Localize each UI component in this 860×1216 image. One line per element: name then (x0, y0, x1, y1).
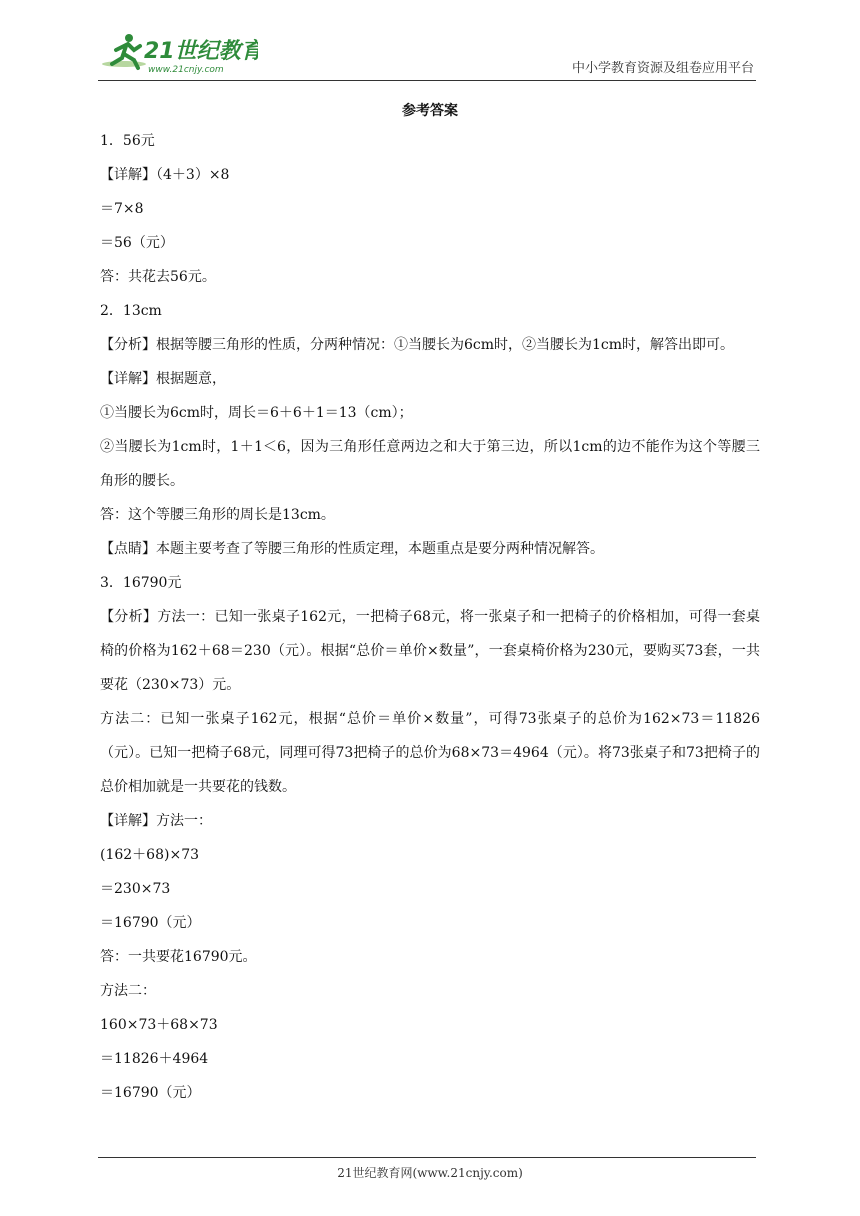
logo (98, 28, 258, 76)
answer-line: ＝16790（元） (100, 915, 201, 931)
answer-line: ＝7×8 (100, 201, 144, 217)
answer-line: 【详解】方法一： (100, 813, 212, 829)
answer-line: ＝16790（元） (100, 1085, 201, 1101)
page-header (98, 28, 756, 81)
answer-line: ①当腰长为6cm时，周长＝6＋6＋1＝13（cm）； (100, 405, 413, 421)
platform-label: 中小学教育资源及组卷应用平台 (571, 61, 754, 76)
logo-url: www.21cnjy.com (148, 65, 224, 75)
answer-line: 方法二：已知一张桌子162元，根据“总价＝单价×数量”，可得73张桌子的总价为162×73＝11826（元）。已知一把椅子68元，同理可得73把椅子的总价为68×73＝4964（元）。将73张桌子和73把椅子的总价相加就是一共要花的钱数。 (100, 711, 760, 795)
answer-line: 2．13cm (100, 303, 162, 319)
logo-text: 21世纪教育 (144, 39, 258, 64)
page-title: 参考答案 (402, 103, 458, 119)
answer-line: 【点睛】本题主要考查了等腰三角形的性质定理，本题重点是要分两种情况解答。 (100, 541, 604, 557)
answer-line: 1．56元 (100, 133, 155, 149)
answer-line: ＝230×73 (100, 881, 171, 897)
answer-line: ＝56（元） (100, 235, 174, 251)
runner-logo-icon (98, 28, 258, 76)
answer-line: 【分析】根据等腰三角形的性质，分两种情况：①当腰长为6cm时，②当腰长为1cm时，解答出即可。 (100, 337, 735, 353)
answer-line: (162＋68)×73 (100, 847, 200, 863)
answer-line: 【详解】根据题意， (100, 371, 226, 387)
answer-line: 答：这个等腰三角形的周长是13cm。 (100, 507, 335, 523)
answer-line: 【详解】（4＋3）×8 (100, 167, 230, 183)
answer-line: 3．16790元 (100, 575, 182, 591)
answer-line: 方法二： (100, 983, 156, 999)
answer-body (100, 124, 760, 1110)
answer-line: 160×73＋68×73 (100, 1017, 218, 1033)
answer-line: 答：一共要花16790元。 (100, 949, 257, 965)
page-footer: 21世纪教育网(www.21cnjy.com) (337, 1166, 523, 1180)
answer-line: 【分析】方法一：已知一张桌子162元，一把椅子68元，将一张桌子和一把椅子的价格相加，可得一套桌椅的价格为162＋68＝230（元）。根据“总价＝单价×数量”，一套桌椅价格为230元，要购买73套，一共要花（230×73）元。 (100, 609, 760, 693)
answer-line: ＝11826＋4964 (100, 1051, 209, 1067)
footer-divider (98, 1157, 756, 1158)
answer-line: 答：共花去56元。 (100, 269, 216, 285)
answer-line: ②当腰长为1cm时，1＋1＜6，因为三角形任意两边之和大于第三边，所以1cm的边不能作为这个等腰三角形的腰长。 (100, 439, 760, 489)
